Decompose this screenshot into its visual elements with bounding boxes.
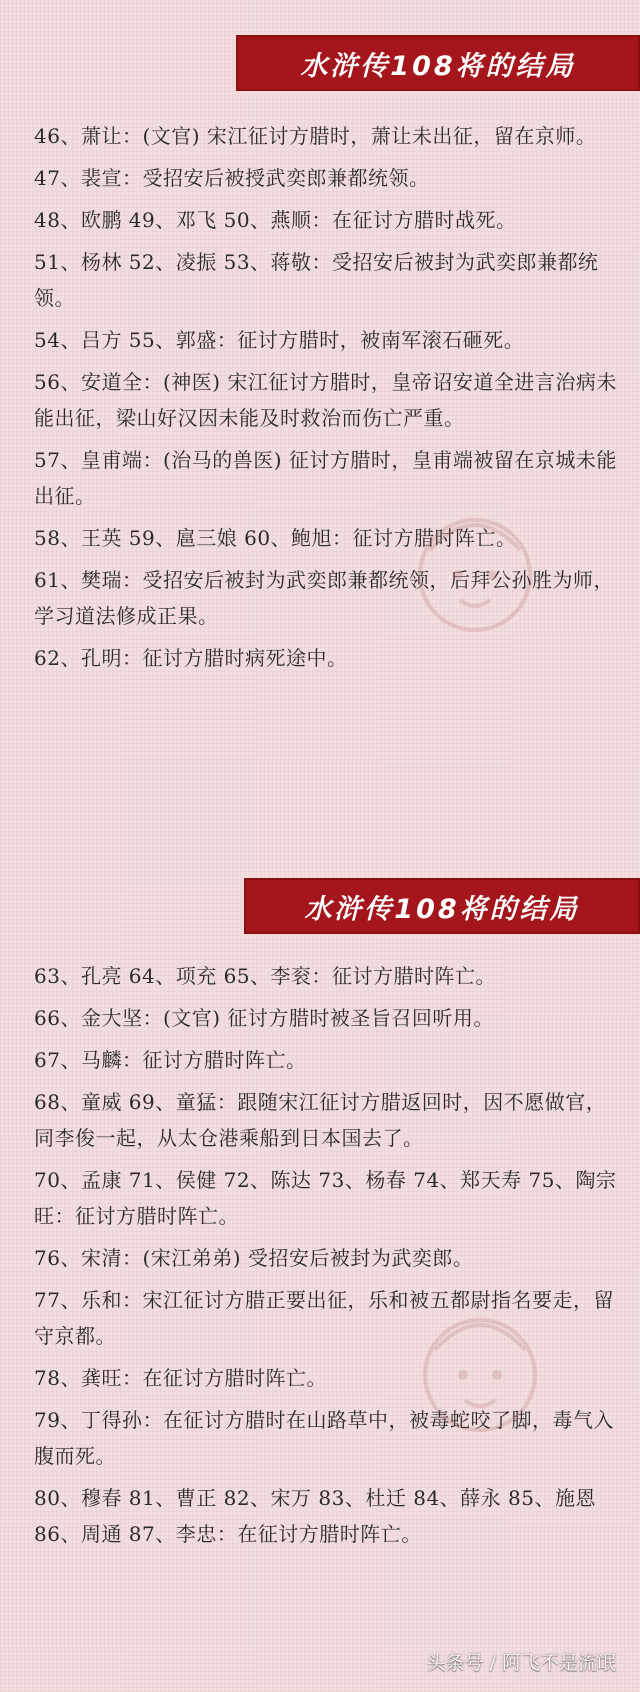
list-item: 80、穆春 81、曹正 82、宋万 83、杜迁 84、薛永 85、施恩 86、周通 87、李忠：在征讨方腊时阵亡。 bbox=[34, 1486, 596, 1546]
section-title-banner bbox=[236, 35, 640, 91]
section-title: 水浒传108将的结局 bbox=[304, 893, 580, 925]
list-item: 51、杨林 52、凌振 53、蒋敬：受招安后被封为武奕郎兼都统领。 bbox=[34, 250, 599, 310]
section-title-banner bbox=[244, 878, 640, 934]
list-item: 62、孔明：征讨方腊时病死途中。 bbox=[34, 646, 348, 670]
ending-list bbox=[34, 118, 618, 682]
list-item: 48、欧鹏 49、邓飞 50、燕顺：在征讨方腊时战死。 bbox=[34, 208, 517, 232]
list-item: 61、樊瑞：受招安后被封为武奕郎兼都统领，后拜公孙胜为师，学习道法修成正果。 bbox=[34, 568, 614, 628]
list-item: 47、裴宣：受招安后被授武奕郎兼都统领。 bbox=[34, 166, 430, 190]
source-watermark: 头条号 / 阿飞不是流氓 bbox=[426, 1652, 616, 1674]
list-item: 77、乐和：宋江征讨方腊正要出征，乐和被五都尉指名要走，留守京都。 bbox=[34, 1288, 614, 1348]
list-item: 46、萧让：(文官) 宋江征讨方腊时，萧让未出征，留在京师。 bbox=[34, 124, 597, 148]
ending-list bbox=[34, 958, 618, 1558]
list-item: 54、吕方 55、郭盛：征讨方腊时，被南军滚石砸死。 bbox=[34, 328, 525, 352]
list-item: 68、童威 69、童猛：跟随宋江征讨方腊返回时，因不愿做官，同李俊一起，从太仓港乘船到日本国去了。 bbox=[34, 1090, 607, 1150]
list-item: 76、宋清：(宋江弟弟) 受招安后被封为武奕郎。 bbox=[34, 1246, 474, 1270]
list-item: 67、马麟：征讨方腊时阵亡。 bbox=[34, 1048, 307, 1072]
list-item: 63、孔亮 64、项充 65、李衮：征讨方腊时阵亡。 bbox=[34, 964, 497, 988]
list-item: 79、丁得孙：在征讨方腊时在山路草中，被毒蛇咬了脚，毒气入腹而死。 bbox=[34, 1408, 614, 1468]
list-item: 56、安道全：(神医) 宋江征讨方腊时，皇帝诏安道全进言治病未能出征，梁山好汉因未能及时救治而伤亡严重。 bbox=[34, 370, 617, 430]
list-item: 66、金大坚：(文官) 征讨方腊时被圣旨召回听用。 bbox=[34, 1006, 494, 1030]
list-item: 70、孟康 71、侯健 72、陈达 73、杨春 74、郑天寿 75、陶宗旺：征讨方腊时阵亡。 bbox=[34, 1168, 617, 1228]
list-item: 58、王英 59、扈三娘 60、鲍旭：征讨方腊时阵亡。 bbox=[34, 526, 517, 550]
section-title: 水浒传108将的结局 bbox=[300, 50, 576, 82]
list-item: 57、皇甫端：(治马的兽医) 征讨方腊时，皇甫端被留在京城未能出征。 bbox=[34, 448, 617, 508]
list-item: 78、龚旺：在征讨方腊时阵亡。 bbox=[34, 1366, 327, 1390]
